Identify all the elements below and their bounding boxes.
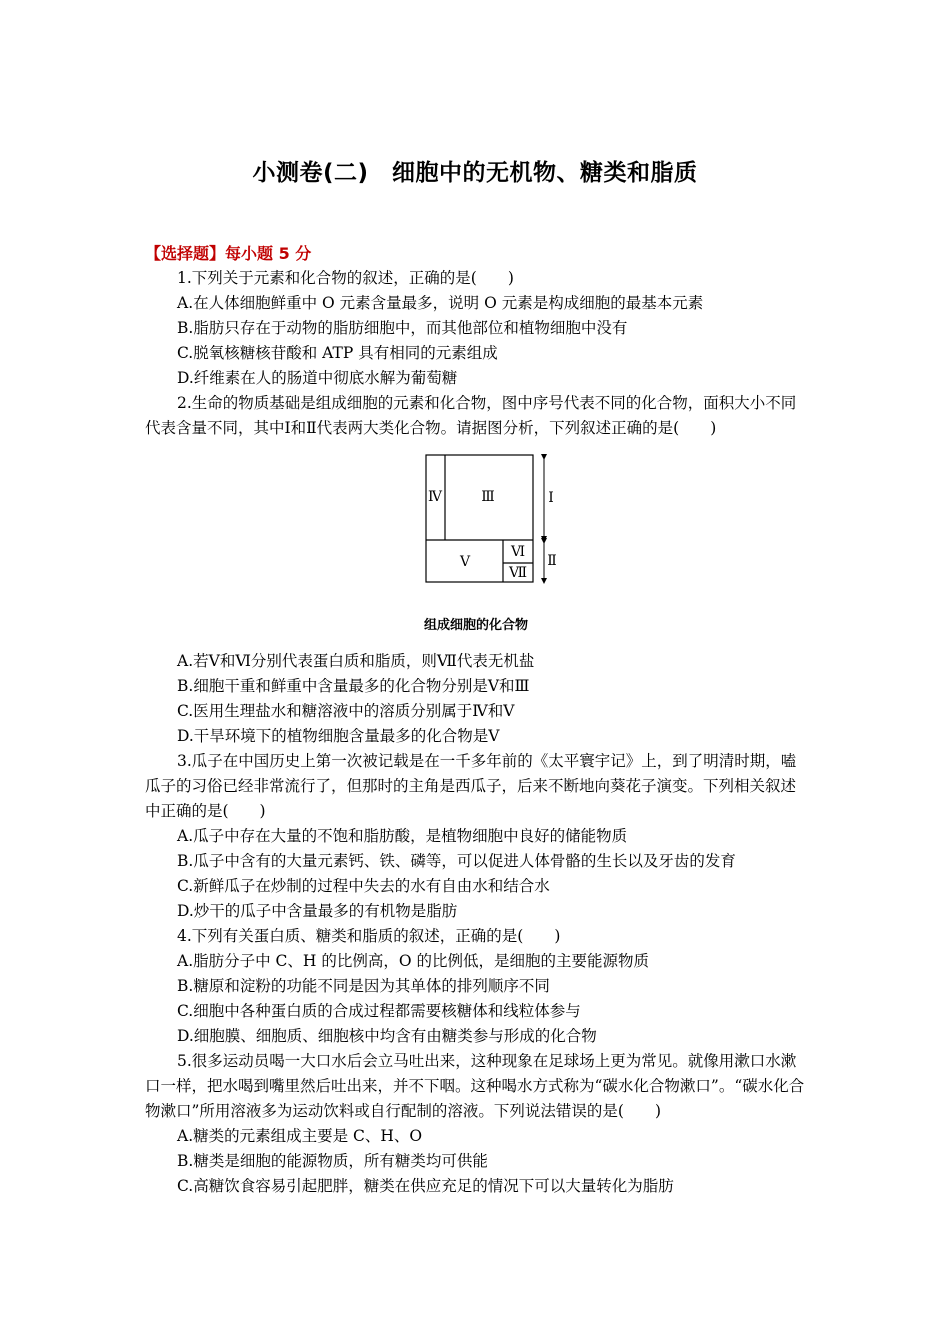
question-3-stem: 3.瓜子在中国历史上第一次被记载是在一千多年前的《太平寰宇记》上，到了明清时期，嗑瓜子的习俗已经非常流行了，但那时的主角是西瓜子，后来不断地向葵花子演变。下列相关叙述中正确的是( ) (145, 752, 797, 820)
label-v: Ⅴ (459, 554, 471, 570)
question-4-option-c: C.细胞中各种蛋白质的合成过程都需要核糖体和线粒体参与 (177, 1002, 581, 1020)
question-5-option-b: B.糖类是细胞的能源物质，所有糖类均可供能 (177, 1152, 488, 1170)
question-2-option-b: B.细胞干重和鲜重中含量最多的化合物分别是Ⅴ和Ⅲ (177, 677, 530, 695)
question-1-option-b: B.脂肪只存在于动物的脂肪细胞中，而其他部位和植物细胞中没有 (177, 319, 628, 337)
label-iii: Ⅲ (481, 489, 495, 505)
page-title: 小测卷(二) 细胞中的无机物、糖类和脂质 (252, 160, 698, 186)
question-3-option-d: D.炒干的瓜子中含量最多的有机物是脂肪 (177, 902, 458, 920)
question-2-option-c: C.医用生理盐水和糖溶液中的溶质分别属于Ⅳ和Ⅴ (177, 702, 515, 720)
question-list (145, 266, 807, 1199)
label-vi: Ⅵ (510, 544, 526, 560)
question-4-option-b: B.糖原和淀粉的功能不同是因为其单体的排列顺序不同 (177, 977, 550, 995)
label-ii: Ⅱ (547, 553, 557, 569)
question-4-stem: 4.下列有关蛋白质、糖类和脂质的叙述，正确的是( ) (177, 927, 561, 945)
label-i: Ⅰ (548, 490, 554, 506)
question-5-stem: 5.很多运动员喝一大口水后会立马吐出来，这种现象在足球场上更为常见。就像用漱口水漱口一样，把水喝到嘴里然后吐出来，并不下咽。这种喝水方式称为“碳水化合物漱口”。“碳水化合物漱口”所用溶液多为运动饮料或自行配制的溶液。下列说法错误的是( ) (145, 1052, 805, 1120)
question-1-option-a: A.在人体细胞鲜重中 O 元素含量最多，说明 O 元素是构成细胞的最基本元素 (177, 294, 704, 312)
question-2-option-d: D.干旱环境下的植物细胞含量最多的化合物是Ⅴ (177, 727, 500, 745)
question-1-option-c: C.脱氧核糖核苷酸和 ATP 具有相同的元素组成 (177, 344, 498, 362)
question-4-option-a: A.脂肪分子中 C、H 的比例高，O 的比例低，是细胞的主要能源物质 (177, 952, 649, 970)
label-vii: Ⅶ (508, 565, 528, 581)
figure-caption: 组成细胞的化合物 (423, 618, 528, 633)
question-5-option-c: C.高糖饮食容易引起肥胖，糖类在供应充足的情况下可以大量转化为脂肪 (177, 1177, 674, 1195)
question-3-option-c: C.新鲜瓜子在炒制的过程中失去的水有自由水和结合水 (177, 877, 550, 895)
compounds-diagram-svg (413, 455, 557, 605)
question-2-option-a: A.若Ⅴ和Ⅵ分别代表蛋白质和脂质，则Ⅶ代表无机盐 (177, 652, 535, 670)
question-1-stem: 1.下列关于元素和化合物的叙述，正确的是( ) (177, 269, 514, 287)
label-iv: Ⅳ (428, 489, 442, 505)
question-1-option-d: D.纤维素在人的肠道中彻底水解为葡萄糖 (177, 369, 458, 387)
question-5-option-a: A.糖类的元素组成主要是 C、H、O (177, 1127, 423, 1145)
question-3-option-b: B.瓜子中含有的大量元素钙、铁、磷等，可以促进人体骨骼的生长以及牙齿的发育 (177, 852, 736, 870)
question-2-stem: 2.生命的物质基础是组成细胞的元素和化合物，图中序号代表不同的化合物，面积大小不同代表含量不同，其中Ⅰ和Ⅱ代表两大类化合物。请据图分析，下列叙述正确的是( ) (145, 394, 797, 437)
section-heading: 【选择题】每小题 5 分 (145, 244, 312, 263)
question-3-option-a: A.瓜子中存在大量的不饱和脂肪酸，是植物细胞中良好的储能物质 (177, 827, 628, 845)
compounds-diagram (145, 455, 807, 639)
question-4-option-d: D.细胞膜、细胞质、细胞核中均含有由糖类参与形成的化合物 (177, 1027, 597, 1045)
